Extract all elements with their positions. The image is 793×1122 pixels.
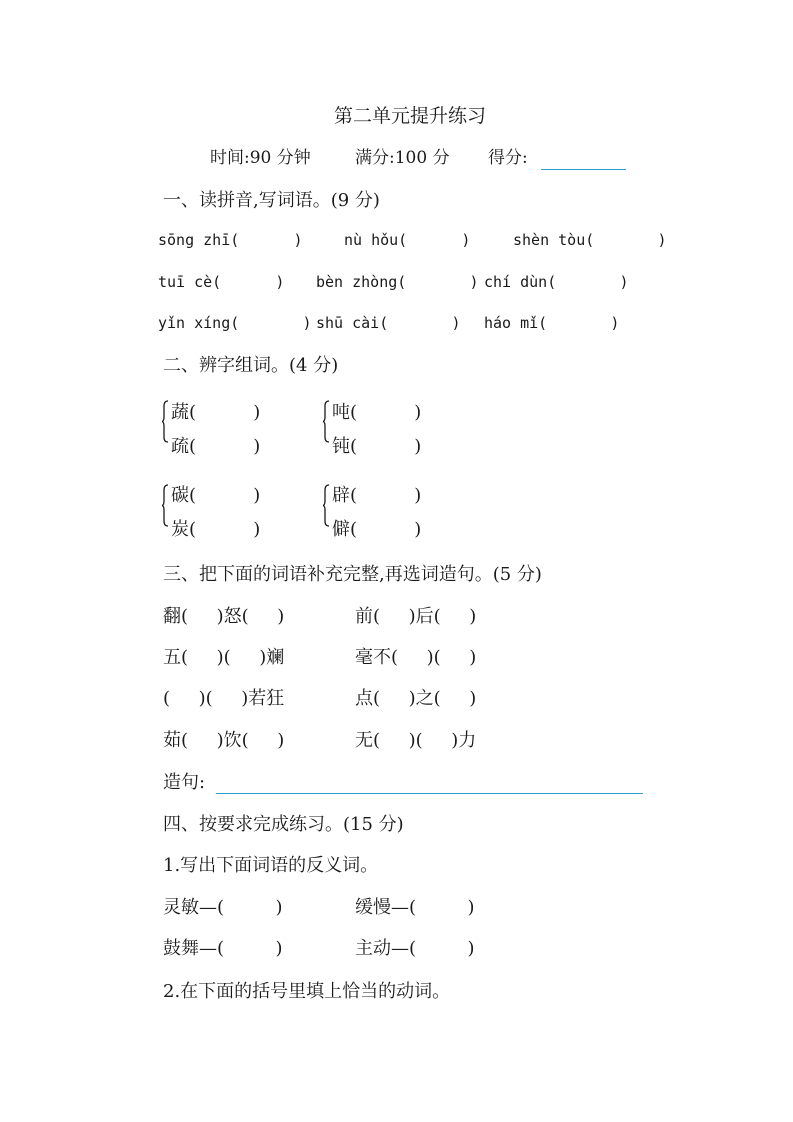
time-limit: 时间:90 分钟 <box>210 148 311 168</box>
char-word-item: 辟( ) <box>332 485 422 506</box>
char-word-item: 疏( ) <box>171 436 261 457</box>
char-word-item: 吨( ) <box>332 402 422 423</box>
antonym-item: 主动—( ) <box>355 938 475 959</box>
pinyin-item: háo mǐ( ) <box>484 314 620 332</box>
idiom-item: 五( )( )斓 <box>163 647 285 668</box>
idiom-item: 无( )( )力 <box>355 730 477 751</box>
idiom-item: 茹( )饮( ) <box>163 730 285 751</box>
idiom-item: 前( )后( ) <box>355 606 477 627</box>
page-title: 第二单元提升练习 <box>334 105 487 127</box>
char-word-item: 僻( ) <box>332 519 422 540</box>
sentence-blank[interactable] <box>216 793 643 794</box>
idiom-item: 毫不( )( ) <box>355 647 477 668</box>
antonym-item: 鼓舞—( ) <box>163 938 283 959</box>
section2-heading: 二、辨字组词。(4 分) <box>163 355 339 376</box>
antonym-item: 灵敏—( ) <box>163 897 283 918</box>
section1-heading: 一、读拼音,写词语。(9 分) <box>163 190 380 211</box>
question-2: 2.在下面的括号里填上恰当的动词。 <box>163 981 451 1002</box>
pinyin-item: shū cài( ) <box>316 314 461 332</box>
char-word-item: 炭( ) <box>171 519 261 540</box>
idiom-item: ( )( )若狂 <box>163 688 285 709</box>
full-score: 满分:100 分 <box>355 148 450 168</box>
pinyin-item: nù hǒu( ) <box>344 231 471 249</box>
char-word-item: 碳( ) <box>171 485 261 506</box>
idiom-item: 点( )之( ) <box>355 688 477 709</box>
pinyin-item: bèn zhòng( ) <box>316 273 479 291</box>
brace-icon <box>162 484 169 527</box>
pinyin-item: sōng zhī( ) <box>158 231 303 249</box>
section4-heading: 四、按要求完成练习。(15 分) <box>163 814 404 835</box>
antonym-item: 缓慢—( ) <box>355 897 475 918</box>
question-1: 1.写出下面词语的反义词。 <box>163 855 379 876</box>
brace-icon <box>323 400 330 443</box>
pinyin-item: shèn tòu( ) <box>513 231 667 249</box>
section3-heading: 三、把下面的词语补充完整,再选词造句。(5 分) <box>163 564 542 585</box>
char-word-item: 钝( ) <box>332 436 422 457</box>
pinyin-item: tuī cè( ) <box>158 273 285 291</box>
pinyin-item: chí dùn( ) <box>484 273 629 291</box>
char-word-item: 蔬( ) <box>171 402 261 423</box>
brace-icon <box>323 484 330 527</box>
sentence-label: 造句: <box>163 772 206 793</box>
brace-icon <box>162 400 169 443</box>
idiom-item: 翻( )怒( ) <box>163 606 285 627</box>
score-blank[interactable] <box>541 169 626 170</box>
pinyin-item: yǐn xíng( ) <box>158 314 312 332</box>
score-label: 得分: <box>488 148 528 168</box>
